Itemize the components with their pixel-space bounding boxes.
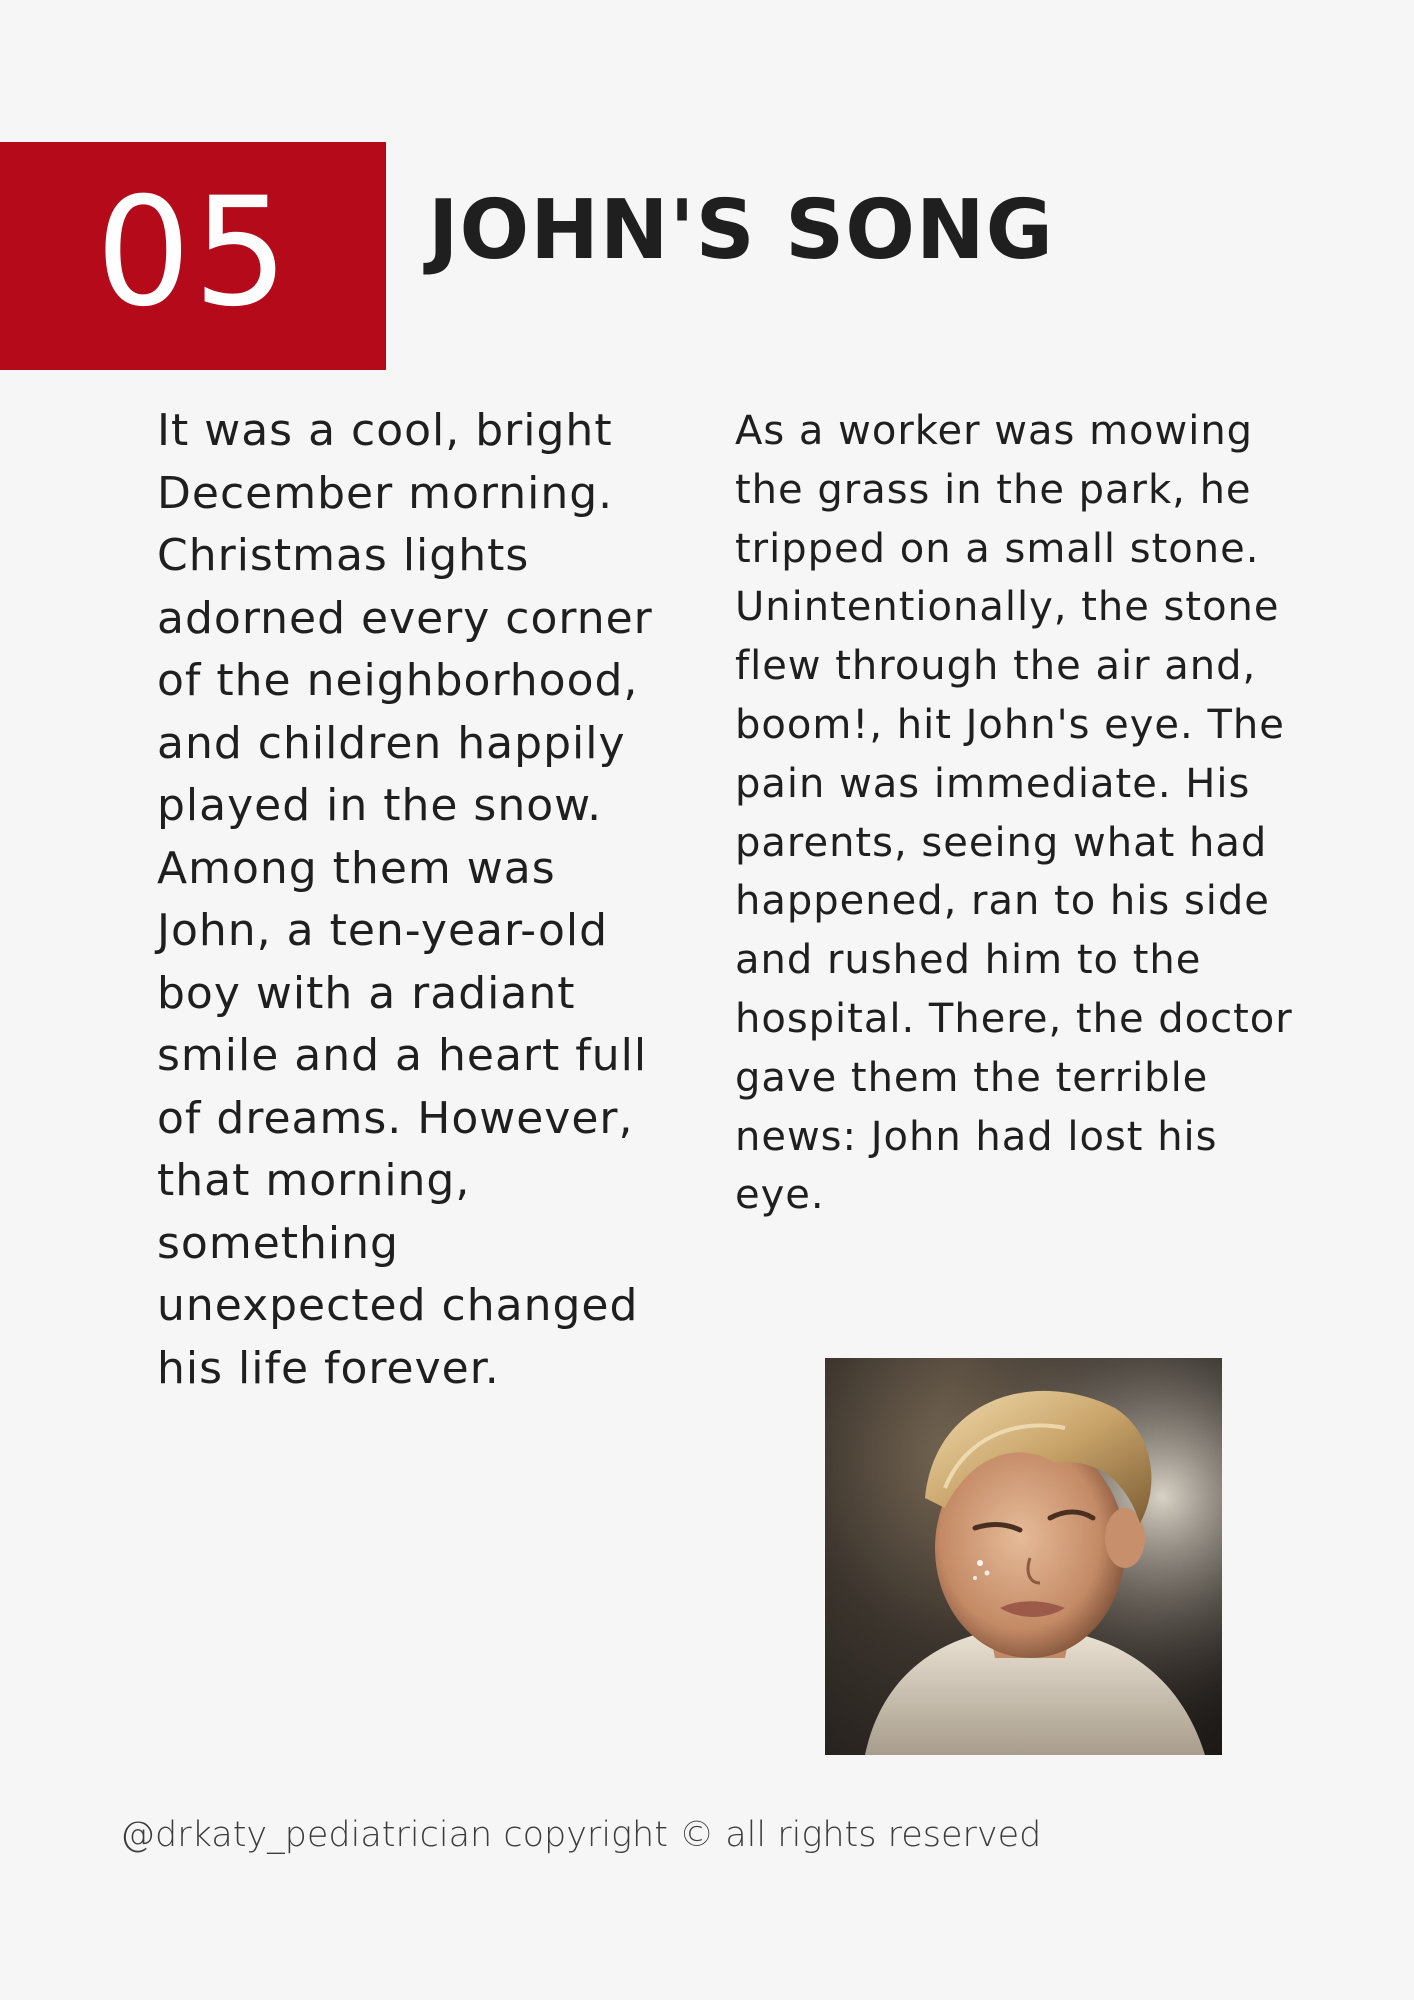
chapter-number: 05 — [95, 166, 291, 340]
chapter-number-badge — [0, 142, 386, 370]
crying-boy-photo — [825, 1358, 1222, 1755]
story-left-column: It was a cool, bright December morning. Christmas lights adorned every corner of the neighborhood, and children happily played in the snow. Among them was John, a ten-year-old boy with a radiant smile and a heart full of dreams. However, that morning, something unexpected changed his life forever. — [157, 405, 653, 1394]
page-title: JOHN'S SONG — [428, 183, 1054, 278]
footer-credit: @drkaty_pediatrician copyright © all rights reserved — [120, 1815, 1042, 1855]
crying-boy-illustration — [825, 1358, 1222, 1755]
story-right-column: As a worker was mowing the grass in the park, he tripped on a small stone. Unintentionally, the stone flew through the air and, boom!, hit John's eye. The pain was immediate. His parents, seeing what had happened, ran to his side and rushed him to the hospital. There, the doctor gave them the terrible news: John had lost his eye. — [735, 408, 1293, 1219]
